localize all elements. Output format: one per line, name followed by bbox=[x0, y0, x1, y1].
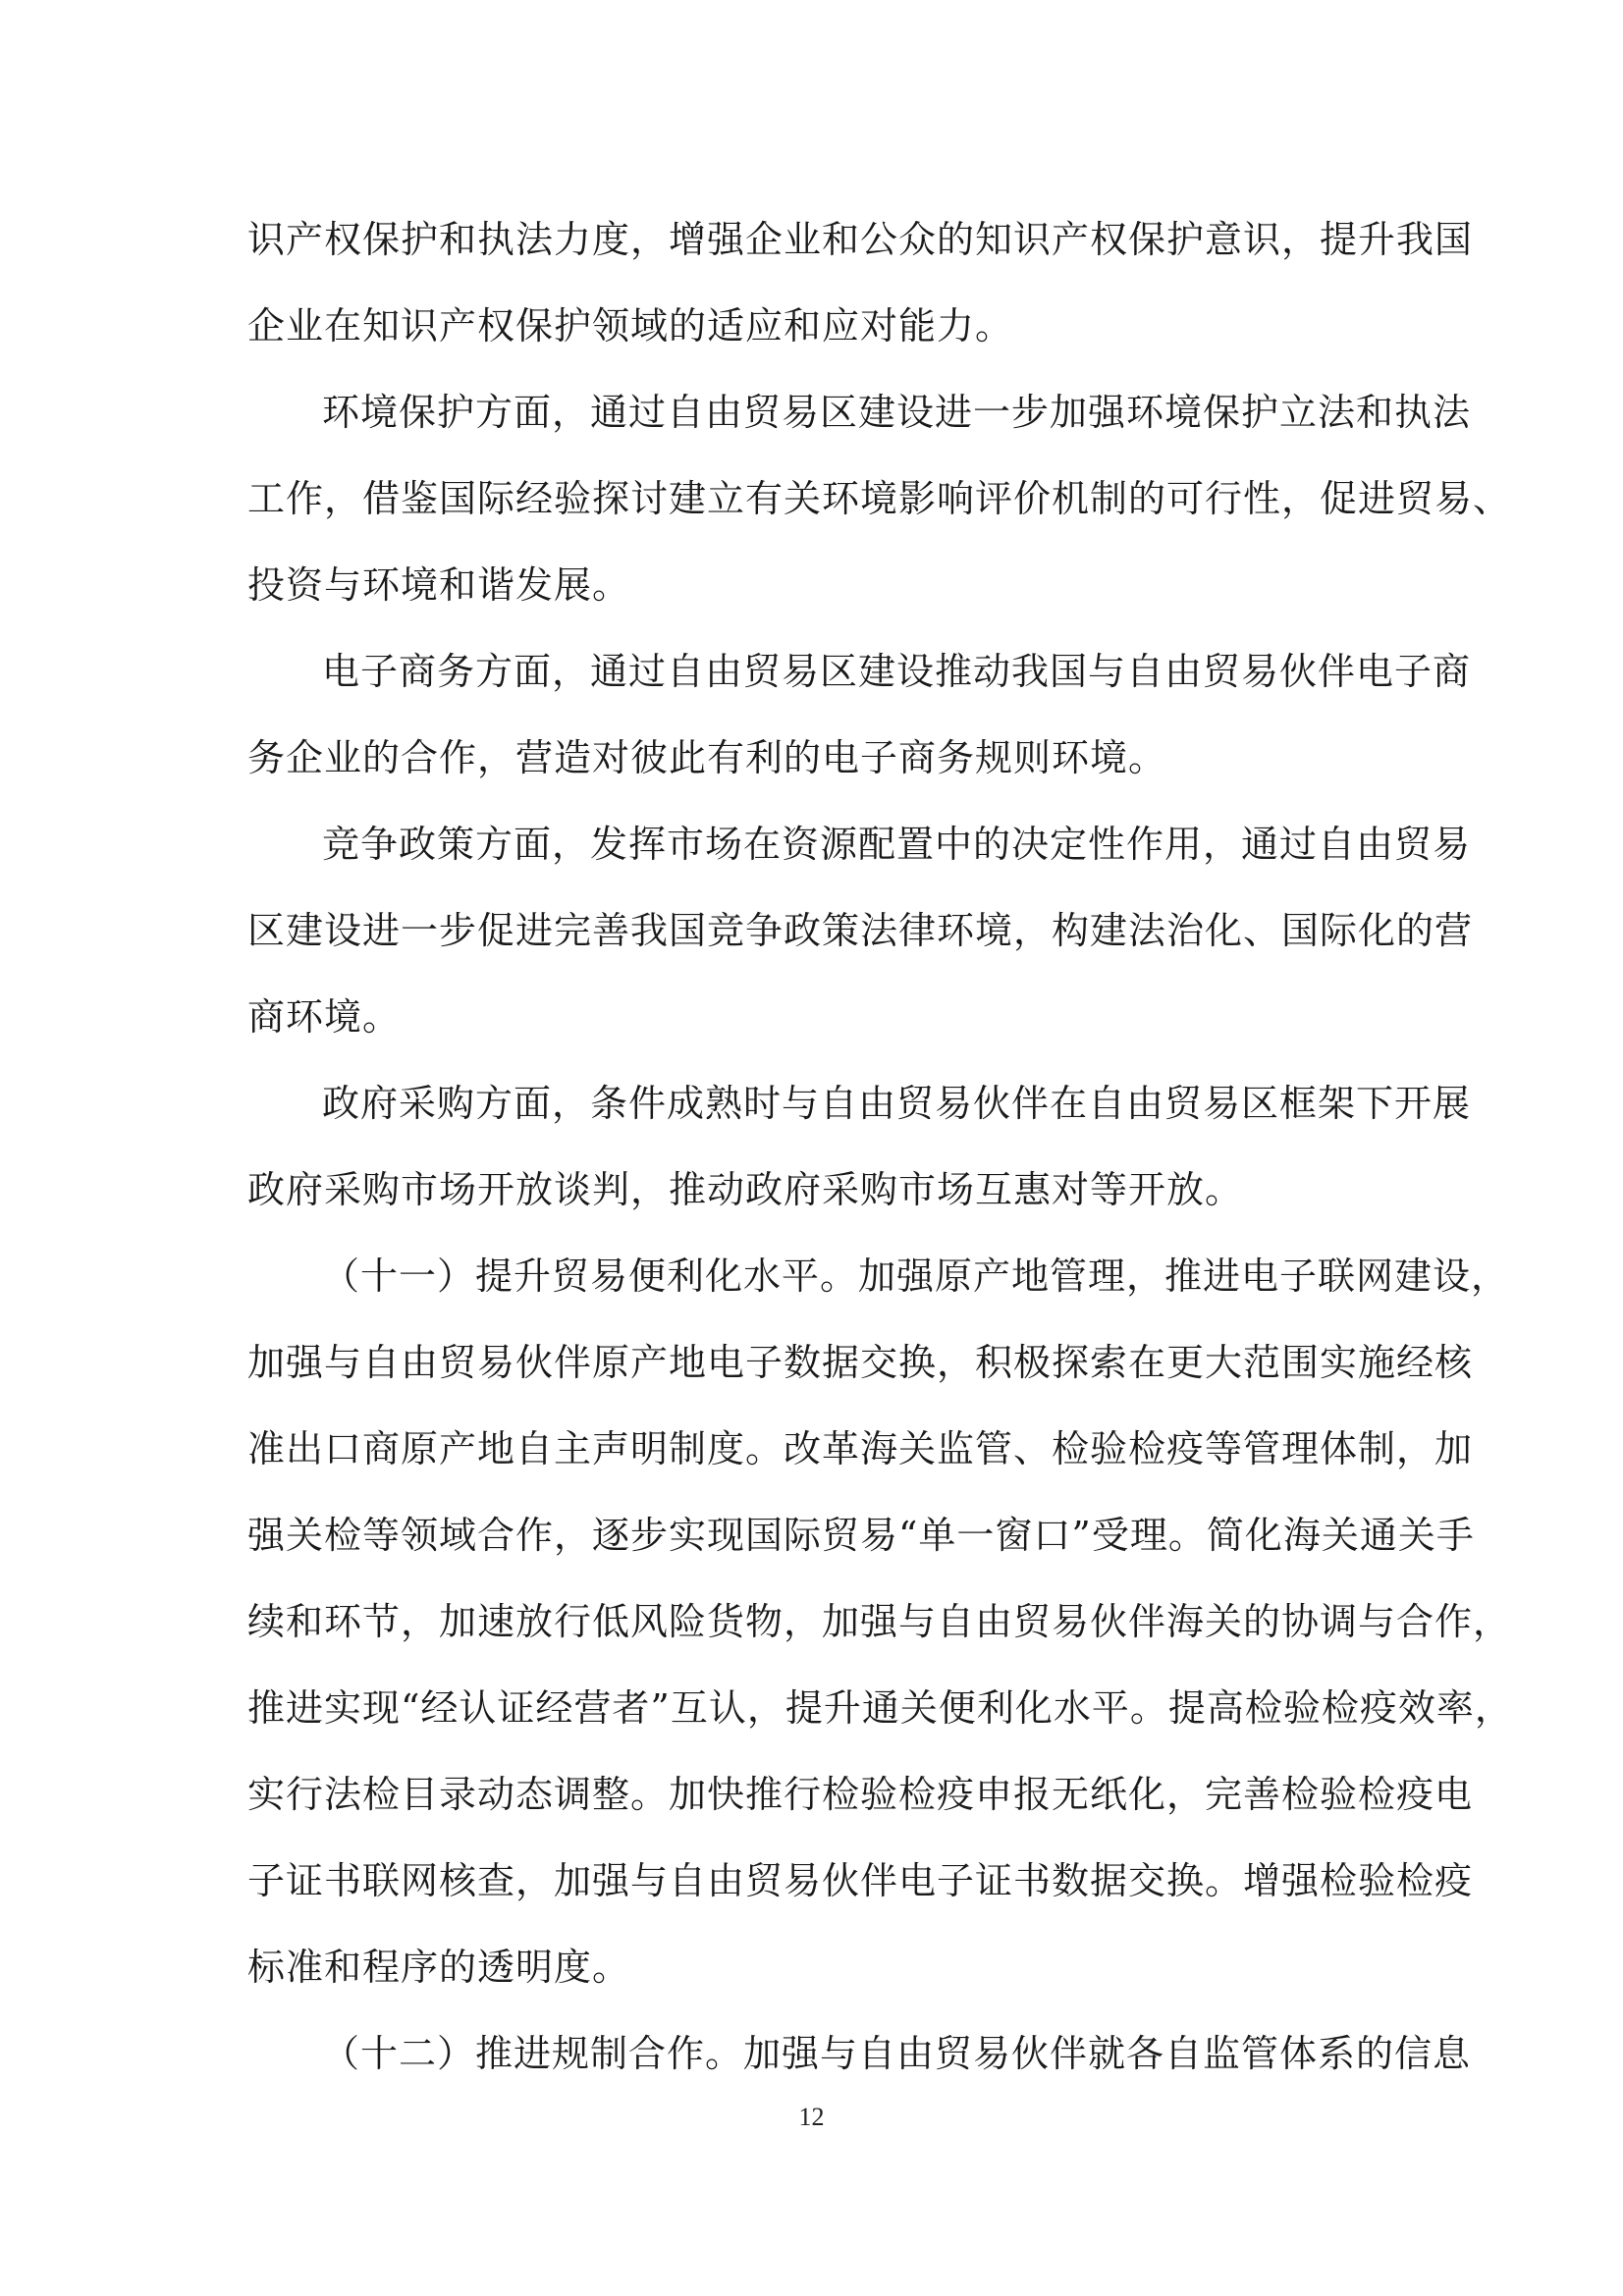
text-line: （十一）提升贸易便利化水平。加强原产地管理，推进电子联网建设， bbox=[322, 1255, 1510, 1298]
text-line: 区建设进一步促进完善我国竞争政策法律环境，构建法治化、国际化的营 bbox=[247, 909, 1474, 952]
text-line: 加强与自由贸易伙伴原产地电子数据交换，积极探索在更大范围实施经核 bbox=[247, 1341, 1474, 1384]
text-line: 政府采购市场开放谈判，推动政府采购市场互惠对等开放。 bbox=[247, 1168, 1244, 1211]
text-line: 环境保护方面，通过自由贸易区建设进一步加强环境保护立法和执法 bbox=[322, 391, 1472, 434]
text-line: （十二）推进规制合作。加强与自由贸易伙伴就各自监管体系的信息 bbox=[322, 2032, 1472, 2075]
text-line: 续和环节，加速放行低风险货物，加强与自由贸易伙伴海关的协调与合作， bbox=[247, 1600, 1512, 1643]
text-line: 准出口商原产地自主声明制度。改革海关监管、检验检疫等管理体制，加 bbox=[247, 1427, 1474, 1470]
text-line: 务企业的合作，营造对彼此有利的电子商务规则环境。 bbox=[247, 736, 1167, 779]
text-line: 政府采购方面，条件成熟时与自由贸易伙伴在自由贸易区框架下开展 bbox=[322, 1082, 1472, 1125]
text-line: 子证书联网核查，加强与自由贸易伙伴电子证书数据交换。增强检验检疫 bbox=[247, 1859, 1474, 1902]
text-line: 实行法检目录动态调整。加快推行检验检疫申报无纸化，完善检验检疫电 bbox=[247, 1773, 1474, 1816]
text-line: 推进实现“经认证经营者”互认，提升通关便利化水平。提高检验检疫效率， bbox=[247, 1686, 1513, 1730]
text-line: 投资与环境和谐发展。 bbox=[247, 563, 631, 607]
text-line: 工作，借鉴国际经验探讨建立有关环境影响评价机制的可行性，促进贸易、 bbox=[247, 477, 1512, 520]
text-line: 商环境。 bbox=[247, 995, 402, 1039]
page-number: 12 bbox=[798, 2103, 825, 2131]
text-line: 标准和程序的透明度。 bbox=[247, 1946, 631, 1989]
text-line: 识产权保护和执法力度，增强企业和公众的知识产权保护意识，提升我国 bbox=[247, 218, 1474, 261]
text-line: 强关检等领域合作，逐步实现国际贸易“单一窗口”受理。简化海关通关手 bbox=[247, 1514, 1475, 1557]
text-line: 电子商务方面，通过自由贸易区建设推动我国与自由贸易伙伴电子商 bbox=[322, 650, 1472, 693]
text-line: 竞争政策方面，发挥市场在资源配置中的决定性作用，通过自由贸易 bbox=[322, 823, 1472, 866]
text-line: 企业在知识产权保护领域的适应和应对能力。 bbox=[247, 304, 1014, 347]
